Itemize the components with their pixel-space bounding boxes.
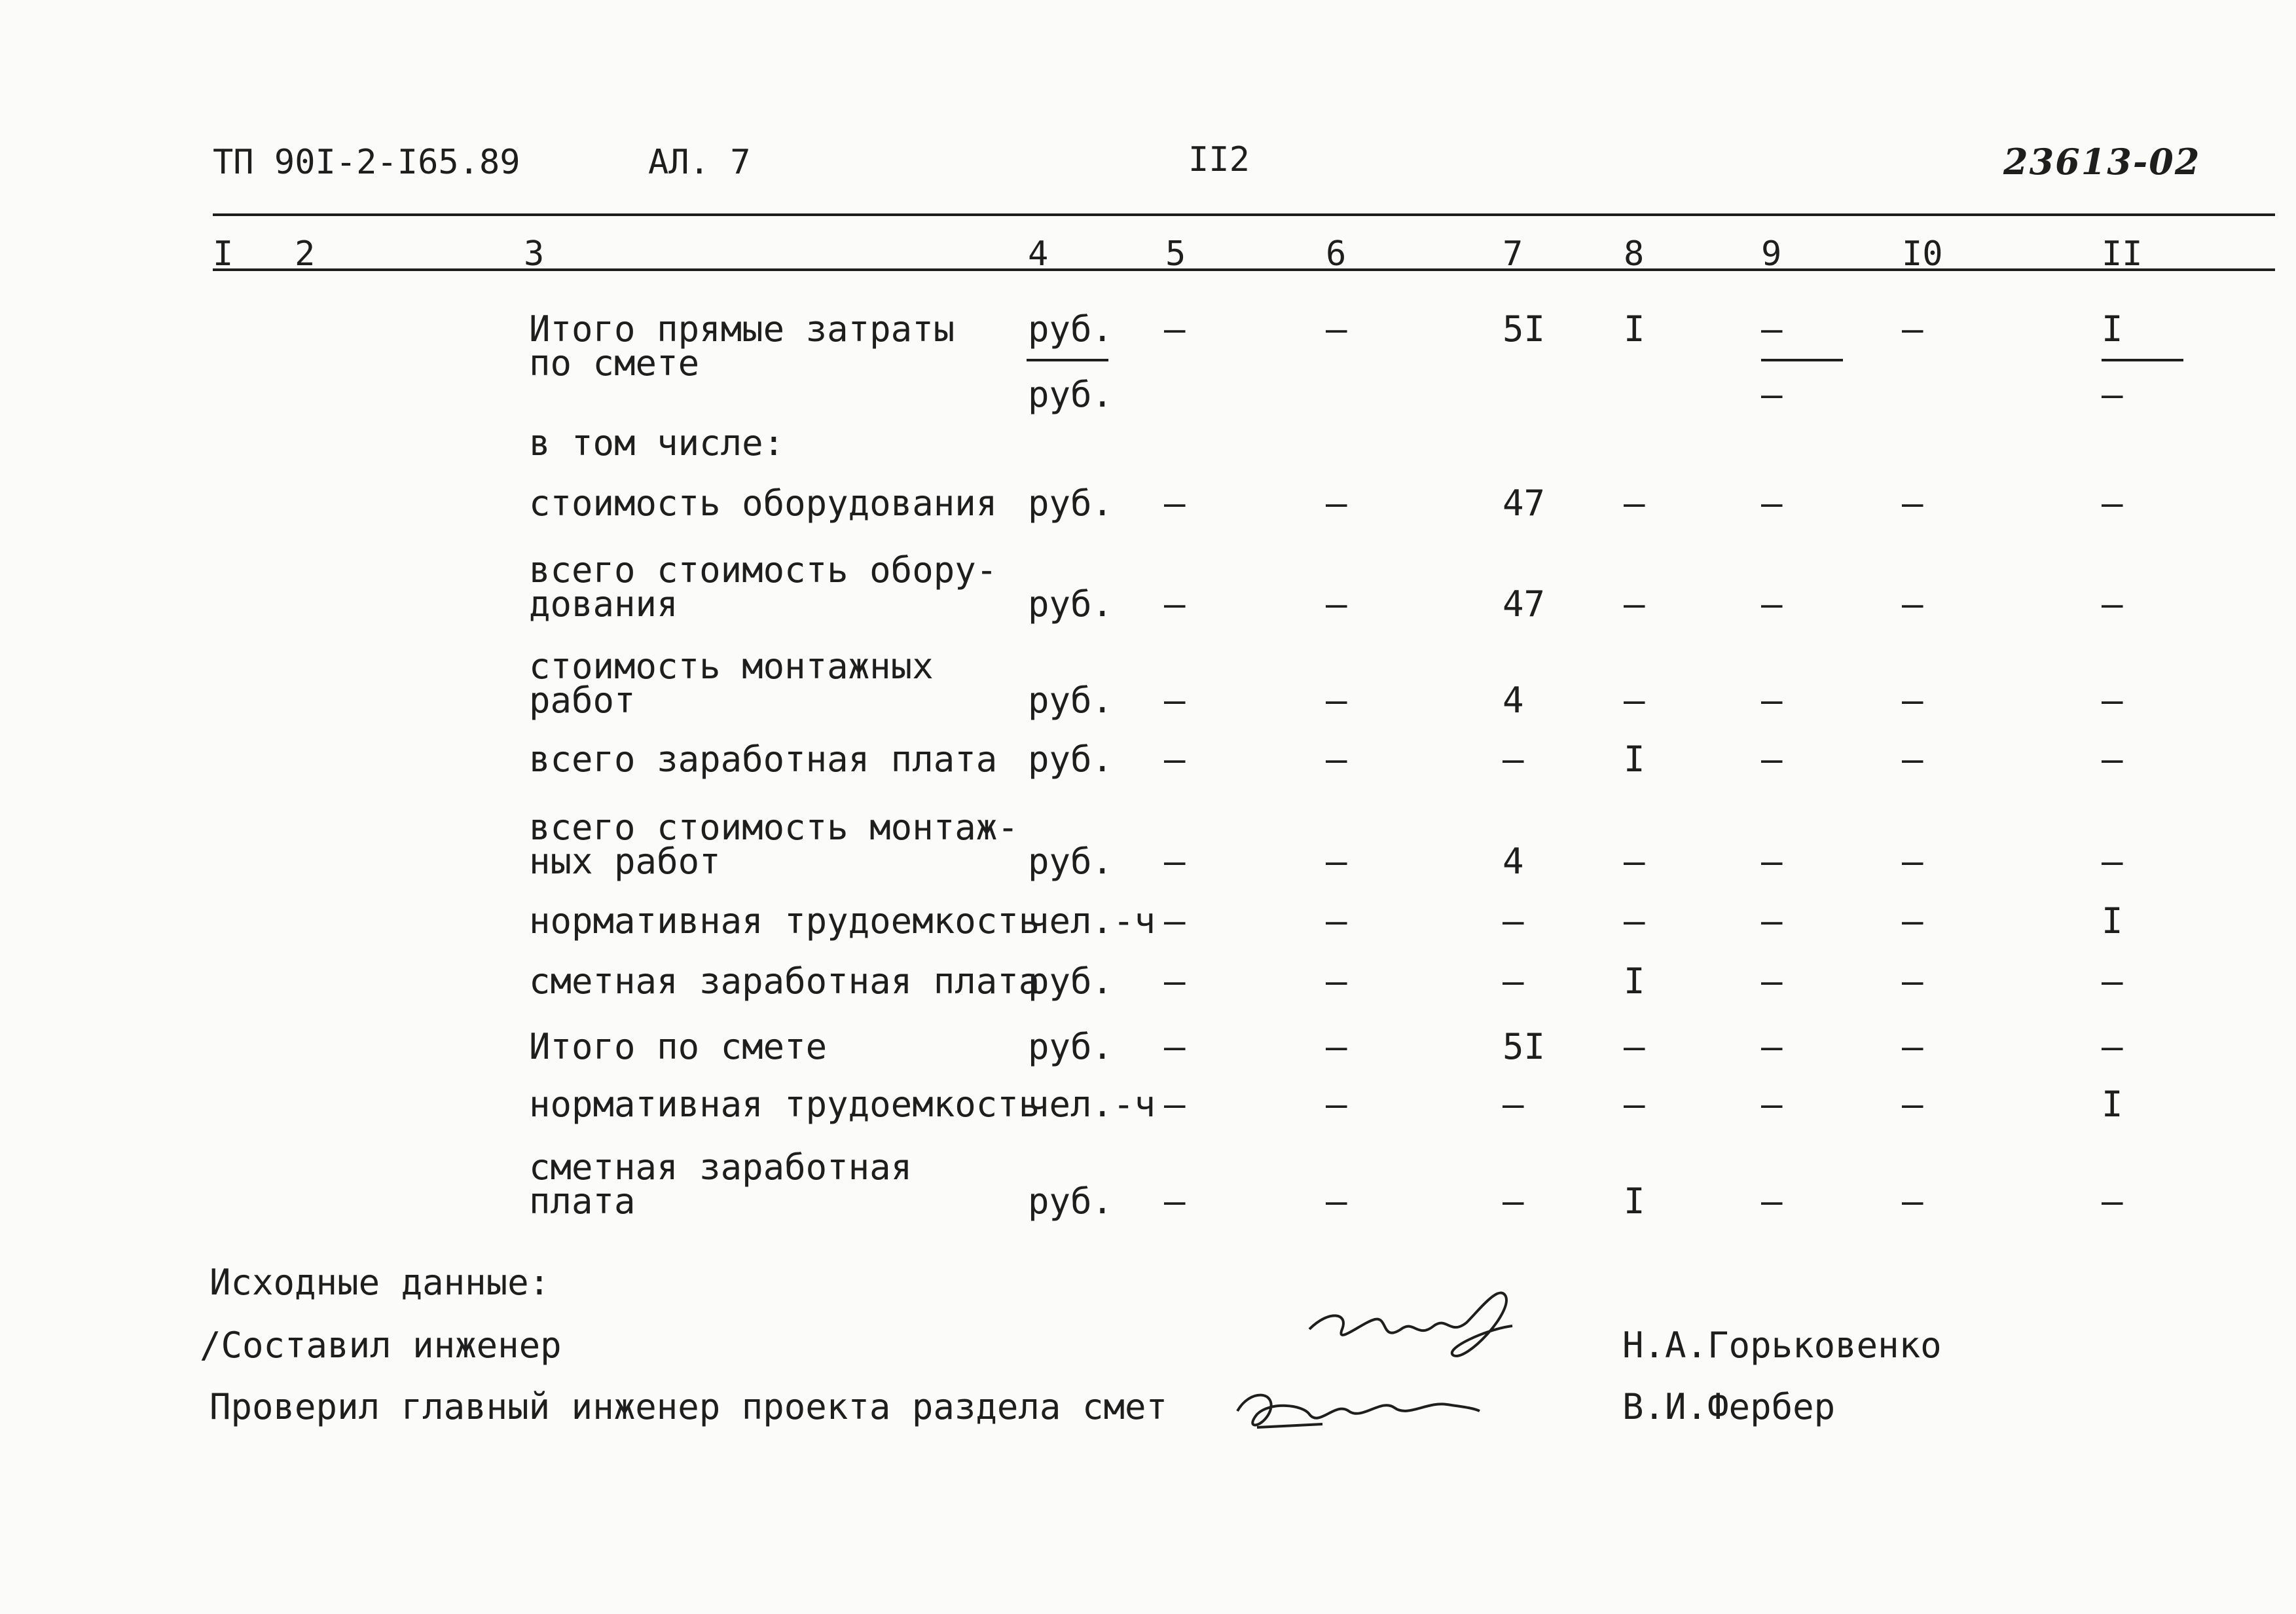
row-value-c6: – [1326,841,1347,882]
row-value-c7: – [1503,961,1524,1002]
row-value-c8: I [1624,961,1645,1002]
row-value-c10: – [1902,680,1923,721]
row-value-c8: I [1624,308,1645,350]
row-value-c11: – [2102,680,2123,721]
row-value-c5: – [1164,841,1186,882]
column-number-8: 8 [1624,234,1645,274]
row-value-c10: – [1902,1026,1923,1067]
row-value-c10: – [1902,900,1923,942]
compiler-name: Н.А.Горьковенко [1622,1325,1942,1366]
row-value-c9: – [1761,739,1783,780]
row-value-c7: 5I [1503,1026,1546,1067]
row-value-c6: – [1326,1181,1347,1222]
row-value-c7: – [1503,1084,1524,1125]
fraction-rule [1761,359,1843,361]
row-value-c9: – [1761,583,1783,625]
row-value-c8: – [1624,483,1645,524]
row-value-c6: – [1326,680,1347,721]
row-value-c7: 47 [1503,583,1546,625]
row-value-c5: – [1164,961,1186,1002]
row-label: ных работ [529,841,721,882]
row-unit: руб. [1028,841,1114,882]
row-value-c9-secondary: – [1761,374,1783,415]
column-number-5: 5 [1165,234,1186,274]
archive-number: 23613-02 [2003,141,2201,183]
column-number-7: 7 [1503,234,1523,274]
row-value-c5: – [1164,583,1186,625]
row-label: Итого по смете [529,1026,828,1067]
row-value-c11: I [2102,1084,2123,1125]
row-label: в том числе: [529,422,785,464]
row-value-c9: – [1761,308,1783,350]
compiled-by-label: /Составил инженер [200,1325,562,1366]
column-number-9: 9 [1761,234,1782,274]
row-label: по смете [529,342,700,384]
row-value-c10: – [1902,961,1923,1002]
row-label: нормативная трудоемкость [529,900,1040,942]
column-number-11: II [2102,234,2143,274]
column-number-3: 3 [524,234,545,274]
row-value-c6: – [1326,739,1347,780]
album-number: АЛ. 7 [648,143,751,182]
row-label: всего стоимость монтаж- [529,807,1019,848]
row-value-c6: – [1326,1084,1347,1125]
doc-code: ТП 90I-2-I65.89 [213,143,520,182]
row-label: дования [529,583,678,625]
row-value-c6: – [1326,900,1347,942]
source-data-label: Исходные данные: [210,1262,551,1303]
row-label: сметная заработная плата [529,961,1040,1002]
row-label: работ [529,680,636,721]
checker-name: В.И.Фербер [1622,1386,1836,1427]
row-value-c6: – [1326,583,1347,625]
row-value-c5: – [1164,739,1186,780]
column-header-rule [213,268,2275,271]
row-value-c11: – [2102,961,2123,1002]
row-value-c10: – [1902,739,1923,780]
row-value-c9: – [1761,961,1783,1002]
row-value-c8: – [1624,1026,1645,1067]
row-value-c7: 4 [1503,680,1524,721]
row-label: всего стоимость обору- [529,549,998,591]
row-value-c5: – [1164,900,1186,942]
row-value-c9: – [1761,900,1783,942]
page-number: II2 [1188,140,1250,179]
column-number-1: I [213,234,234,274]
row-unit: руб. [1028,961,1114,1002]
row-value-c11-secondary: – [2102,374,2123,415]
row-value-c9: – [1761,841,1783,882]
row-unit: руб. [1028,739,1114,780]
row-value-c7: – [1503,1181,1524,1222]
row-value-c6: – [1326,961,1347,1002]
row-value-c5: – [1164,1084,1186,1125]
row-unit: чел.-ч [1028,1084,1156,1125]
row-value-c9: – [1761,1084,1783,1125]
row-value-c8: – [1624,1084,1645,1125]
row-value-c5: – [1164,680,1186,721]
row-value-c8: I [1624,1181,1645,1222]
row-value-c11: – [2102,1181,2123,1222]
row-value-c6: – [1326,1026,1347,1067]
row-unit: руб. [1028,483,1114,524]
column-number-4: 4 [1028,234,1049,274]
row-value-c8: – [1624,583,1645,625]
row-value-c10: – [1902,1181,1923,1222]
row-label: стоимость оборудования [529,483,998,524]
row-value-c11: – [2102,1026,2123,1067]
row-value-c11: – [2102,841,2123,882]
row-value-c11: – [2102,739,2123,780]
row-value-c11: I [2102,900,2123,942]
row-value-c9: – [1761,483,1783,524]
row-value-c6: – [1326,483,1347,524]
row-value-c9: – [1761,1181,1783,1222]
row-value-c10: – [1902,1084,1923,1125]
row-value-c5: – [1164,308,1186,350]
fraction-rule [1027,359,1108,361]
row-unit: руб. [1028,308,1114,350]
row-value-c7: 47 [1503,483,1546,524]
header-rule [213,213,2275,216]
row-unit: руб. [1028,583,1114,625]
row-value-c10: – [1902,308,1923,350]
column-number-10: I0 [1902,234,1943,274]
row-value-c8: I [1624,739,1645,780]
row-unit-secondary: руб. [1028,374,1114,415]
row-label: Итого прямые затраты [529,308,955,350]
row-label: плата [529,1181,636,1222]
row-value-c6: – [1326,308,1347,350]
row-value-c7: 4 [1503,841,1524,882]
row-unit: руб. [1028,680,1114,721]
row-label: нормативная трудоемкость [529,1084,1040,1125]
column-number-2: 2 [295,234,316,274]
row-value-c7: – [1503,900,1524,942]
row-unit: чел.-ч [1028,900,1156,942]
row-value-c11: – [2102,483,2123,524]
row-value-c5: – [1164,483,1186,524]
row-value-c8: – [1624,680,1645,721]
compiler-signature [1303,1283,1532,1375]
row-value-c8: – [1624,900,1645,942]
row-value-c10: – [1902,483,1923,524]
row-unit: руб. [1028,1181,1114,1222]
row-value-c10: – [1902,583,1923,625]
row-label: всего заработная плата [529,739,998,780]
checked-by-label: Проверил главный инженер проекта раздела смет [210,1386,1167,1427]
row-value-c7: – [1503,739,1524,780]
column-number-6: 6 [1326,234,1347,274]
row-value-c5: – [1164,1181,1186,1222]
row-value-c11: – [2102,583,2123,625]
row-value-c8: – [1624,841,1645,882]
row-value-c9: – [1761,680,1783,721]
row-value-c9: – [1761,1026,1783,1067]
row-unit: руб. [1028,1026,1114,1067]
row-value-c5: – [1164,1026,1186,1067]
row-value-c7: 5I [1503,308,1546,350]
checker-signature [1231,1375,1493,1447]
row-label: стоимость монтажных [529,646,934,687]
row-value-c10: – [1902,841,1923,882]
row-label: сметная заработная [529,1146,913,1188]
fraction-rule [2102,359,2183,361]
row-value-c11: I [2102,308,2123,350]
